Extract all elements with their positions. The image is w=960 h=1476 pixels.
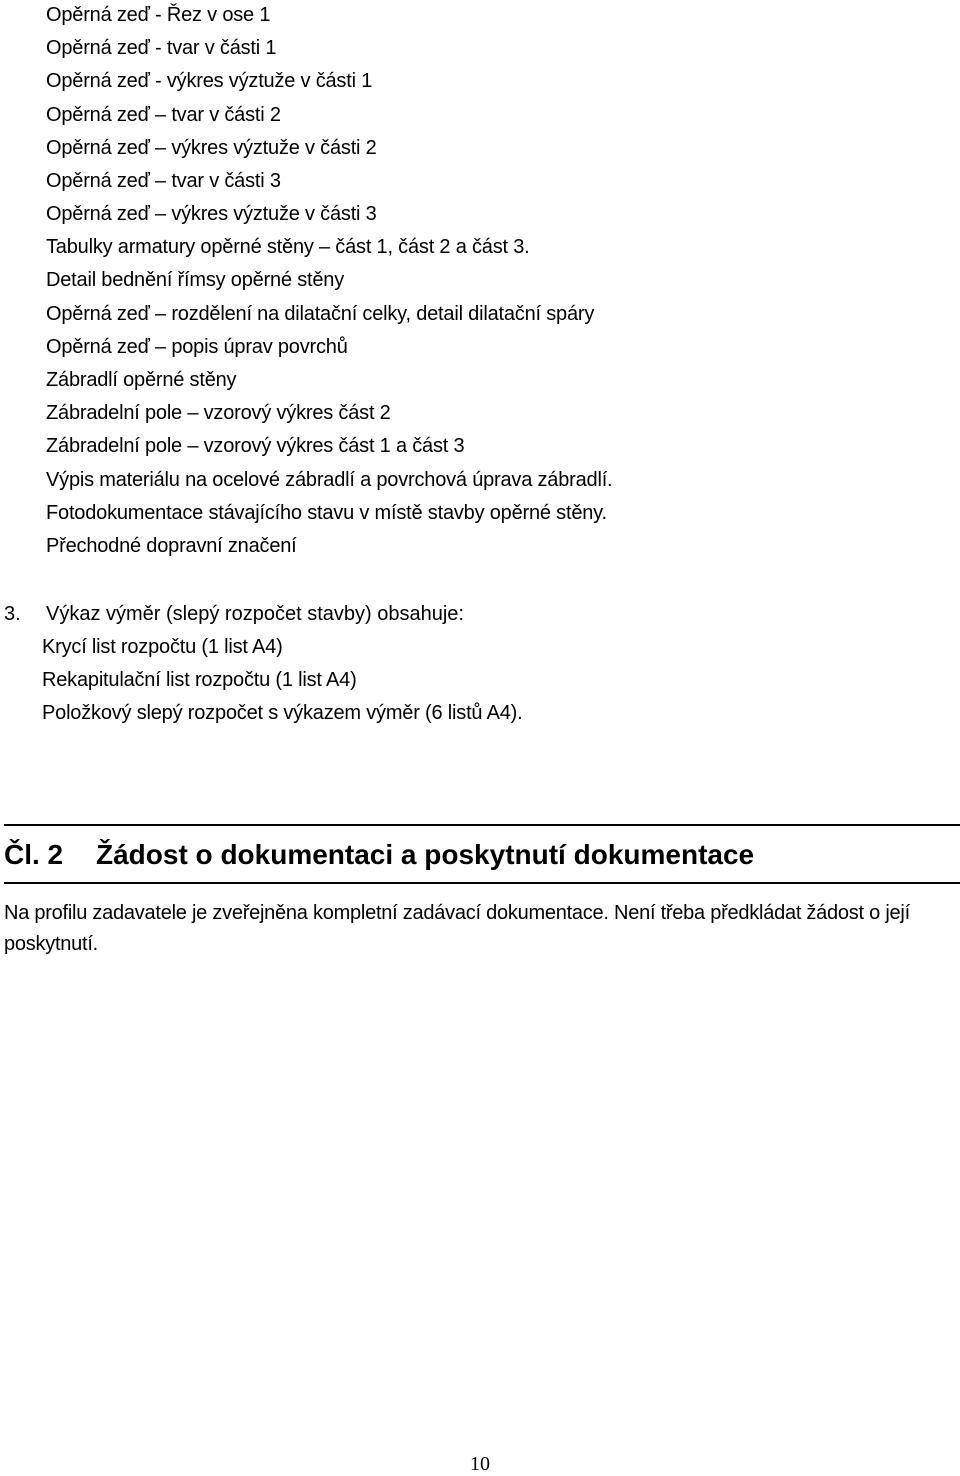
list-item: Detail bednění římsy opěrné stěny <box>46 269 345 291</box>
section-title: Žádost o dokumentaci a poskytnutí dokumentace <box>96 839 755 870</box>
list-item: Rekapitulační list rozpočtu (1 list A4) <box>42 669 357 691</box>
section-bottom-rule <box>4 882 960 884</box>
page-number: 10 <box>470 1453 490 1475</box>
section-body: Na profilu zadavatele je zveřejněna kompletní zadávací dokumentace. Není třeba předkládat žádost o její poskytnutí. <box>4 902 910 955</box>
list-item: Zábradelní pole – vzorový výkres část 2 <box>46 402 391 424</box>
list-item: Opěrná zeď - výkres výztuže v části 1 <box>46 70 373 92</box>
list-item: Krycí list rozpočtu (1 list A4) <box>42 636 283 658</box>
list-item: Opěrná zeď – rozdělení na dilatační celky, detail dilatační spáry <box>46 303 595 325</box>
item-number: 3. <box>4 603 21 625</box>
list-item: Opěrná zeď – tvar v části 2 <box>46 104 281 126</box>
section-number: Čl. 2 <box>4 839 64 870</box>
list-item: Opěrná zeď – tvar v části 3 <box>46 170 281 192</box>
list-item: Zábradlí opěrné stěny <box>46 369 237 391</box>
list-item: Výpis materiálu na ocelové zábradlí a povrchová úprava zábradlí. <box>46 469 613 491</box>
item-heading: Výkaz výměr (slepý rozpočet stavby) obsahuje: <box>46 603 464 625</box>
section-top-rule <box>4 824 960 826</box>
list-item: Opěrná zeď – výkres výztuže v části 2 <box>46 137 377 159</box>
list-item: Opěrná zeď – popis úprav povrchů <box>46 336 348 358</box>
list-item: Zábradelní pole – vzorový výkres část 1 a část 3 <box>46 435 465 457</box>
list-item: Přechodné dopravní značení <box>46 535 297 557</box>
list-item: Položkový slepý rozpočet s výkazem výměr (6 listů A4). <box>42 702 523 724</box>
list-item: Opěrná zeď – výkres výztuže v části 3 <box>46 203 377 225</box>
list-item: Opěrná zeď - Řez v ose 1 <box>46 4 271 26</box>
list-item: Opěrná zeď - tvar v části 1 <box>46 37 277 59</box>
list-item: Tabulky armatury opěrné stěny – část 1, část 2 a část 3. <box>46 236 530 258</box>
list-item: Fotodokumentace stávajícího stavu v místě stavby opěrné stěny. <box>46 502 607 524</box>
